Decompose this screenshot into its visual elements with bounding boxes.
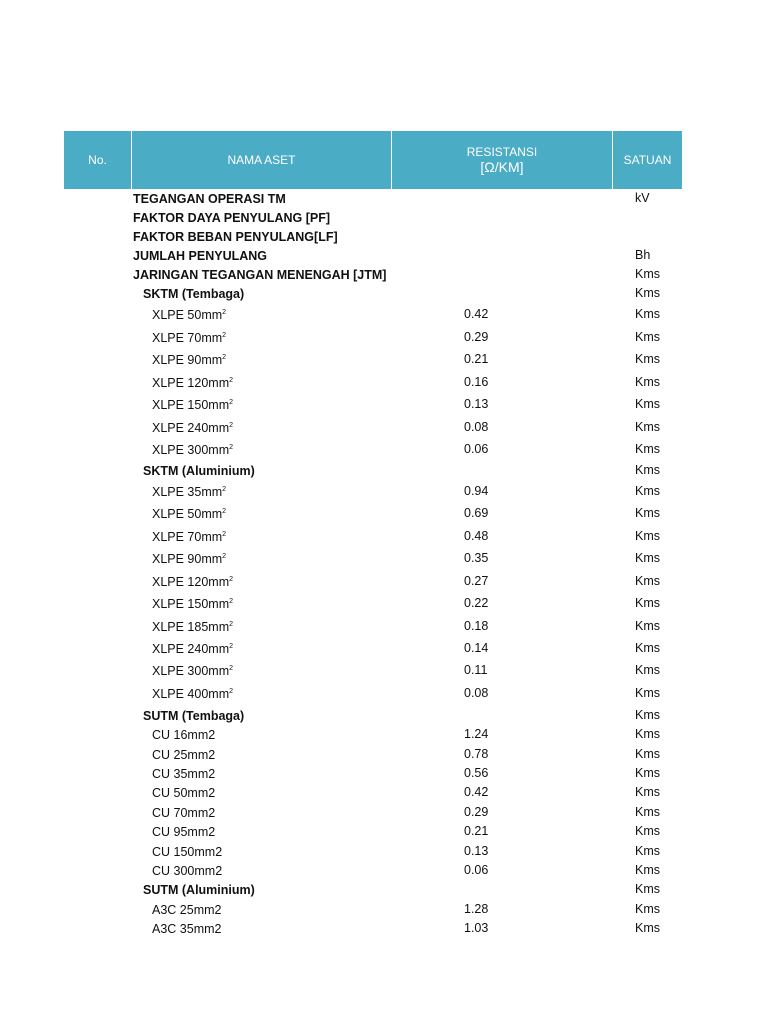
table-row [0, 641, 768, 663]
resistance-value: 0.08 [464, 686, 489, 700]
resistance-value: 0.13 [464, 397, 489, 411]
asset-name [152, 728, 215, 742]
unit-value: Kms [635, 286, 660, 300]
unit-value: Kms [635, 747, 660, 761]
table-row [0, 596, 768, 619]
resistance-value: 0.18 [464, 619, 489, 633]
resistance-value: 0.78 [464, 747, 489, 761]
unit-value: Kms [635, 307, 660, 321]
table-row [0, 921, 768, 941]
table-row [0, 882, 768, 902]
asset-name [152, 786, 215, 800]
unit-value: Kms [635, 844, 660, 858]
table-row [0, 766, 768, 785]
asset-name-text: CU 50mm2 [152, 786, 216, 800]
asset-name-text: XLPE 70mm [152, 530, 223, 544]
asset-name-text: CU 95mm2 [152, 825, 216, 839]
resistance-value: 0.48 [464, 529, 489, 543]
unit-value: Kms [635, 882, 660, 896]
superscript: 2 [229, 664, 234, 672]
table-row [0, 307, 768, 330]
column-header-resistansi [392, 131, 613, 189]
table-row [0, 267, 768, 286]
asset-name [152, 664, 233, 678]
unit-value: Kms [635, 641, 660, 655]
asset-name [152, 376, 233, 390]
asset-name [133, 268, 386, 282]
unit-value: Kms [635, 863, 660, 877]
asset-name [133, 230, 338, 244]
unit-value: Kms [635, 805, 660, 819]
resistance-value: 0.35 [464, 551, 489, 565]
superscript: 2 [229, 421, 234, 429]
unit-value: Kms [635, 267, 660, 281]
asset-name [152, 767, 215, 781]
superscript: 2 [229, 642, 234, 650]
table-row [0, 442, 768, 463]
unit-value: Kms [635, 375, 660, 389]
asset-name [133, 211, 330, 225]
resistance-value: 0.11 [464, 663, 488, 677]
asset-name [143, 883, 255, 897]
unit-value: Kms [635, 551, 660, 565]
asset-name-text: XLPE 240mm [152, 421, 230, 435]
superscript: 2 [222, 485, 227, 493]
unit-value: Kms [635, 574, 660, 588]
asset-name [152, 308, 226, 322]
unit-value: Kms [635, 686, 660, 700]
table-row [0, 619, 768, 641]
resistance-value: 1.03 [464, 921, 489, 935]
unit-value: Kms [635, 529, 660, 543]
table-row [0, 727, 768, 747]
table-row [0, 286, 768, 307]
asset-name-text: SUTM (Aluminium) [143, 883, 255, 897]
resistance-value: 0.14 [464, 641, 489, 655]
resistance-value: 1.24 [464, 727, 489, 741]
asset-name [152, 864, 222, 878]
asset-name-text: XLPE 35mm [152, 485, 223, 499]
table-row [0, 191, 768, 210]
asset-name [152, 845, 222, 859]
table-row [0, 229, 768, 248]
table-row [0, 248, 768, 267]
resistance-value: 0.94 [464, 484, 489, 498]
unit-value: Kms [635, 708, 660, 722]
asset-name [152, 903, 221, 917]
unit-value: Kms [635, 766, 660, 780]
superscript: 2 [229, 687, 234, 695]
asset-name [152, 922, 221, 936]
asset-name [152, 597, 233, 611]
asset-name-text: A3C 35mm2 [152, 922, 222, 936]
asset-name-text: XLPE 90mm [152, 552, 223, 566]
asset-name-text: XLPE 120mm [152, 376, 230, 390]
table-row [0, 484, 768, 506]
table-row [0, 529, 768, 551]
superscript: 2 [229, 575, 234, 583]
asset-name [133, 192, 286, 206]
asset-name [152, 642, 233, 656]
column-header-resistansi-label: RESISTANSI [466, 145, 538, 159]
resistance-value: 0.56 [464, 766, 489, 780]
unit-value: Kms [635, 463, 660, 477]
superscript: 2 [229, 398, 234, 406]
unit-value: Kms [635, 619, 660, 633]
asset-name-text: XLPE 300mm [152, 664, 230, 678]
resistance-value: 0.69 [464, 506, 489, 520]
resistance-value: 0.06 [464, 442, 489, 456]
table-row [0, 902, 768, 921]
unit-value: Kms [635, 727, 660, 741]
unit-value: Kms [635, 330, 660, 344]
superscript: 2 [222, 552, 227, 560]
unit-value: Kms [635, 442, 660, 456]
resistance-value: 0.13 [464, 844, 489, 858]
resistance-value: 0.21 [464, 824, 489, 838]
asset-name-text: XLPE 120mm [152, 575, 230, 589]
asset-name-text: SKTM (Tembaga) [143, 287, 245, 301]
resistance-value: 0.16 [464, 375, 489, 389]
asset-name [152, 443, 233, 457]
asset-name-text: CU 70mm2 [152, 806, 216, 820]
column-header-nama-aset: NAMA ASET [132, 131, 392, 189]
asset-name [152, 806, 215, 820]
asset-name-text: XLPE 400mm [152, 687, 230, 701]
table-row [0, 805, 768, 824]
asset-name-text: CU 300mm2 [152, 864, 223, 878]
table-row [0, 824, 768, 844]
table-row [0, 863, 768, 882]
unit-value: Kms [635, 785, 660, 799]
asset-name-text: XLPE 50mm [152, 507, 223, 521]
unit-value: Kms [635, 824, 660, 838]
asset-name [152, 575, 233, 589]
superscript: 2 [222, 353, 227, 361]
unit-value: Bh [635, 248, 651, 262]
table-row [0, 551, 768, 574]
resistance-value: 0.29 [464, 805, 489, 819]
column-header-no: No. [64, 131, 132, 189]
asset-name [152, 353, 226, 367]
asset-name-text: XLPE 185mm [152, 620, 230, 634]
resistance-value: 0.29 [464, 330, 489, 344]
asset-name-text: XLPE 150mm [152, 597, 230, 611]
asset-name [152, 485, 226, 499]
superscript: 2 [229, 620, 234, 628]
asset-name [152, 507, 226, 521]
asset-name [152, 825, 215, 839]
asset-name-text: CU 150mm2 [152, 845, 223, 859]
asset-name-text: CU 16mm2 [152, 728, 216, 742]
resistance-value: 0.08 [464, 420, 489, 434]
unit-value: Kms [635, 352, 660, 366]
asset-name-text: XLPE 90mm [152, 353, 223, 367]
unit-value: Kms [635, 596, 660, 610]
unit-value: Kms [635, 506, 660, 520]
superscript: 2 [222, 331, 227, 339]
resistance-value: 0.21 [464, 352, 489, 366]
table-row [0, 330, 768, 352]
column-header-resistansi-unit: [Ω/KM] [480, 159, 524, 175]
resistance-value: 0.06 [464, 863, 489, 877]
table-row [0, 210, 768, 229]
resistance-value: 0.22 [464, 596, 489, 610]
unit-value: Kms [635, 902, 660, 916]
asset-name [152, 620, 233, 634]
table-row [0, 506, 768, 529]
table-row [0, 785, 768, 805]
table-row [0, 747, 768, 766]
asset-name-text: XLPE 240mm [152, 642, 230, 656]
asset-name-text: JARINGAN TEGANGAN MENENGAH [JTM] [133, 268, 387, 282]
asset-name [152, 552, 226, 566]
unit-value: kV [635, 191, 650, 205]
resistance-value: 1.28 [464, 902, 489, 916]
asset-name-text: JUMLAH PENYULANG [133, 249, 268, 263]
asset-name-text: A3C 25mm2 [152, 903, 222, 917]
table-row [0, 686, 768, 708]
table-row [0, 375, 768, 397]
asset-name [152, 530, 226, 544]
table-row [0, 352, 768, 375]
resistance-value: 0.27 [464, 574, 489, 588]
asset-name [143, 464, 255, 478]
table-row [0, 708, 768, 727]
asset-name [143, 287, 244, 301]
asset-name [152, 398, 233, 412]
table-row [0, 663, 768, 686]
table-row [0, 463, 768, 484]
superscript: 2 [222, 308, 227, 316]
table-row [0, 574, 768, 596]
asset-name-text: FAKTOR DAYA PENYULANG [PF] [133, 211, 331, 225]
table-row [0, 397, 768, 420]
asset-name-text: XLPE 300mm [152, 443, 230, 457]
asset-name [152, 331, 226, 345]
asset-name-text: CU 25mm2 [152, 748, 216, 762]
superscript: 2 [229, 443, 234, 451]
superscript: 2 [229, 597, 234, 605]
superscript: 2 [222, 530, 227, 538]
unit-value: Kms [635, 420, 660, 434]
asset-name [152, 687, 233, 701]
asset-name-text: SKTM (Aluminium) [143, 464, 255, 478]
resistance-value: 0.42 [464, 785, 489, 799]
asset-name-text: XLPE 70mm [152, 331, 223, 345]
unit-value: Kms [635, 397, 660, 411]
asset-name-text: TEGANGAN OPERASI TM [133, 192, 286, 206]
column-header-satuan: SATUAN [623, 153, 672, 167]
resistance-value: 0.42 [464, 307, 489, 321]
asset-name [133, 249, 267, 263]
superscript: 2 [222, 507, 227, 515]
asset-name [152, 421, 233, 435]
unit-value: Kms [635, 921, 660, 935]
superscript: 2 [229, 376, 234, 384]
table-header [64, 131, 682, 189]
asset-name-text: FAKTOR BEBAN PENYULANG[LF] [133, 230, 338, 244]
table-row [0, 420, 768, 442]
unit-value: Kms [635, 484, 660, 498]
asset-name-text: SUTM (Tembaga) [143, 709, 245, 723]
asset-name [152, 748, 215, 762]
asset-name [143, 709, 244, 723]
table-body [0, 191, 768, 941]
asset-name-text: XLPE 150mm [152, 398, 230, 412]
table-row [0, 844, 768, 863]
unit-value: Kms [635, 663, 660, 677]
asset-name-text: CU 35mm2 [152, 767, 216, 781]
asset-name-text: XLPE 50mm [152, 308, 223, 322]
